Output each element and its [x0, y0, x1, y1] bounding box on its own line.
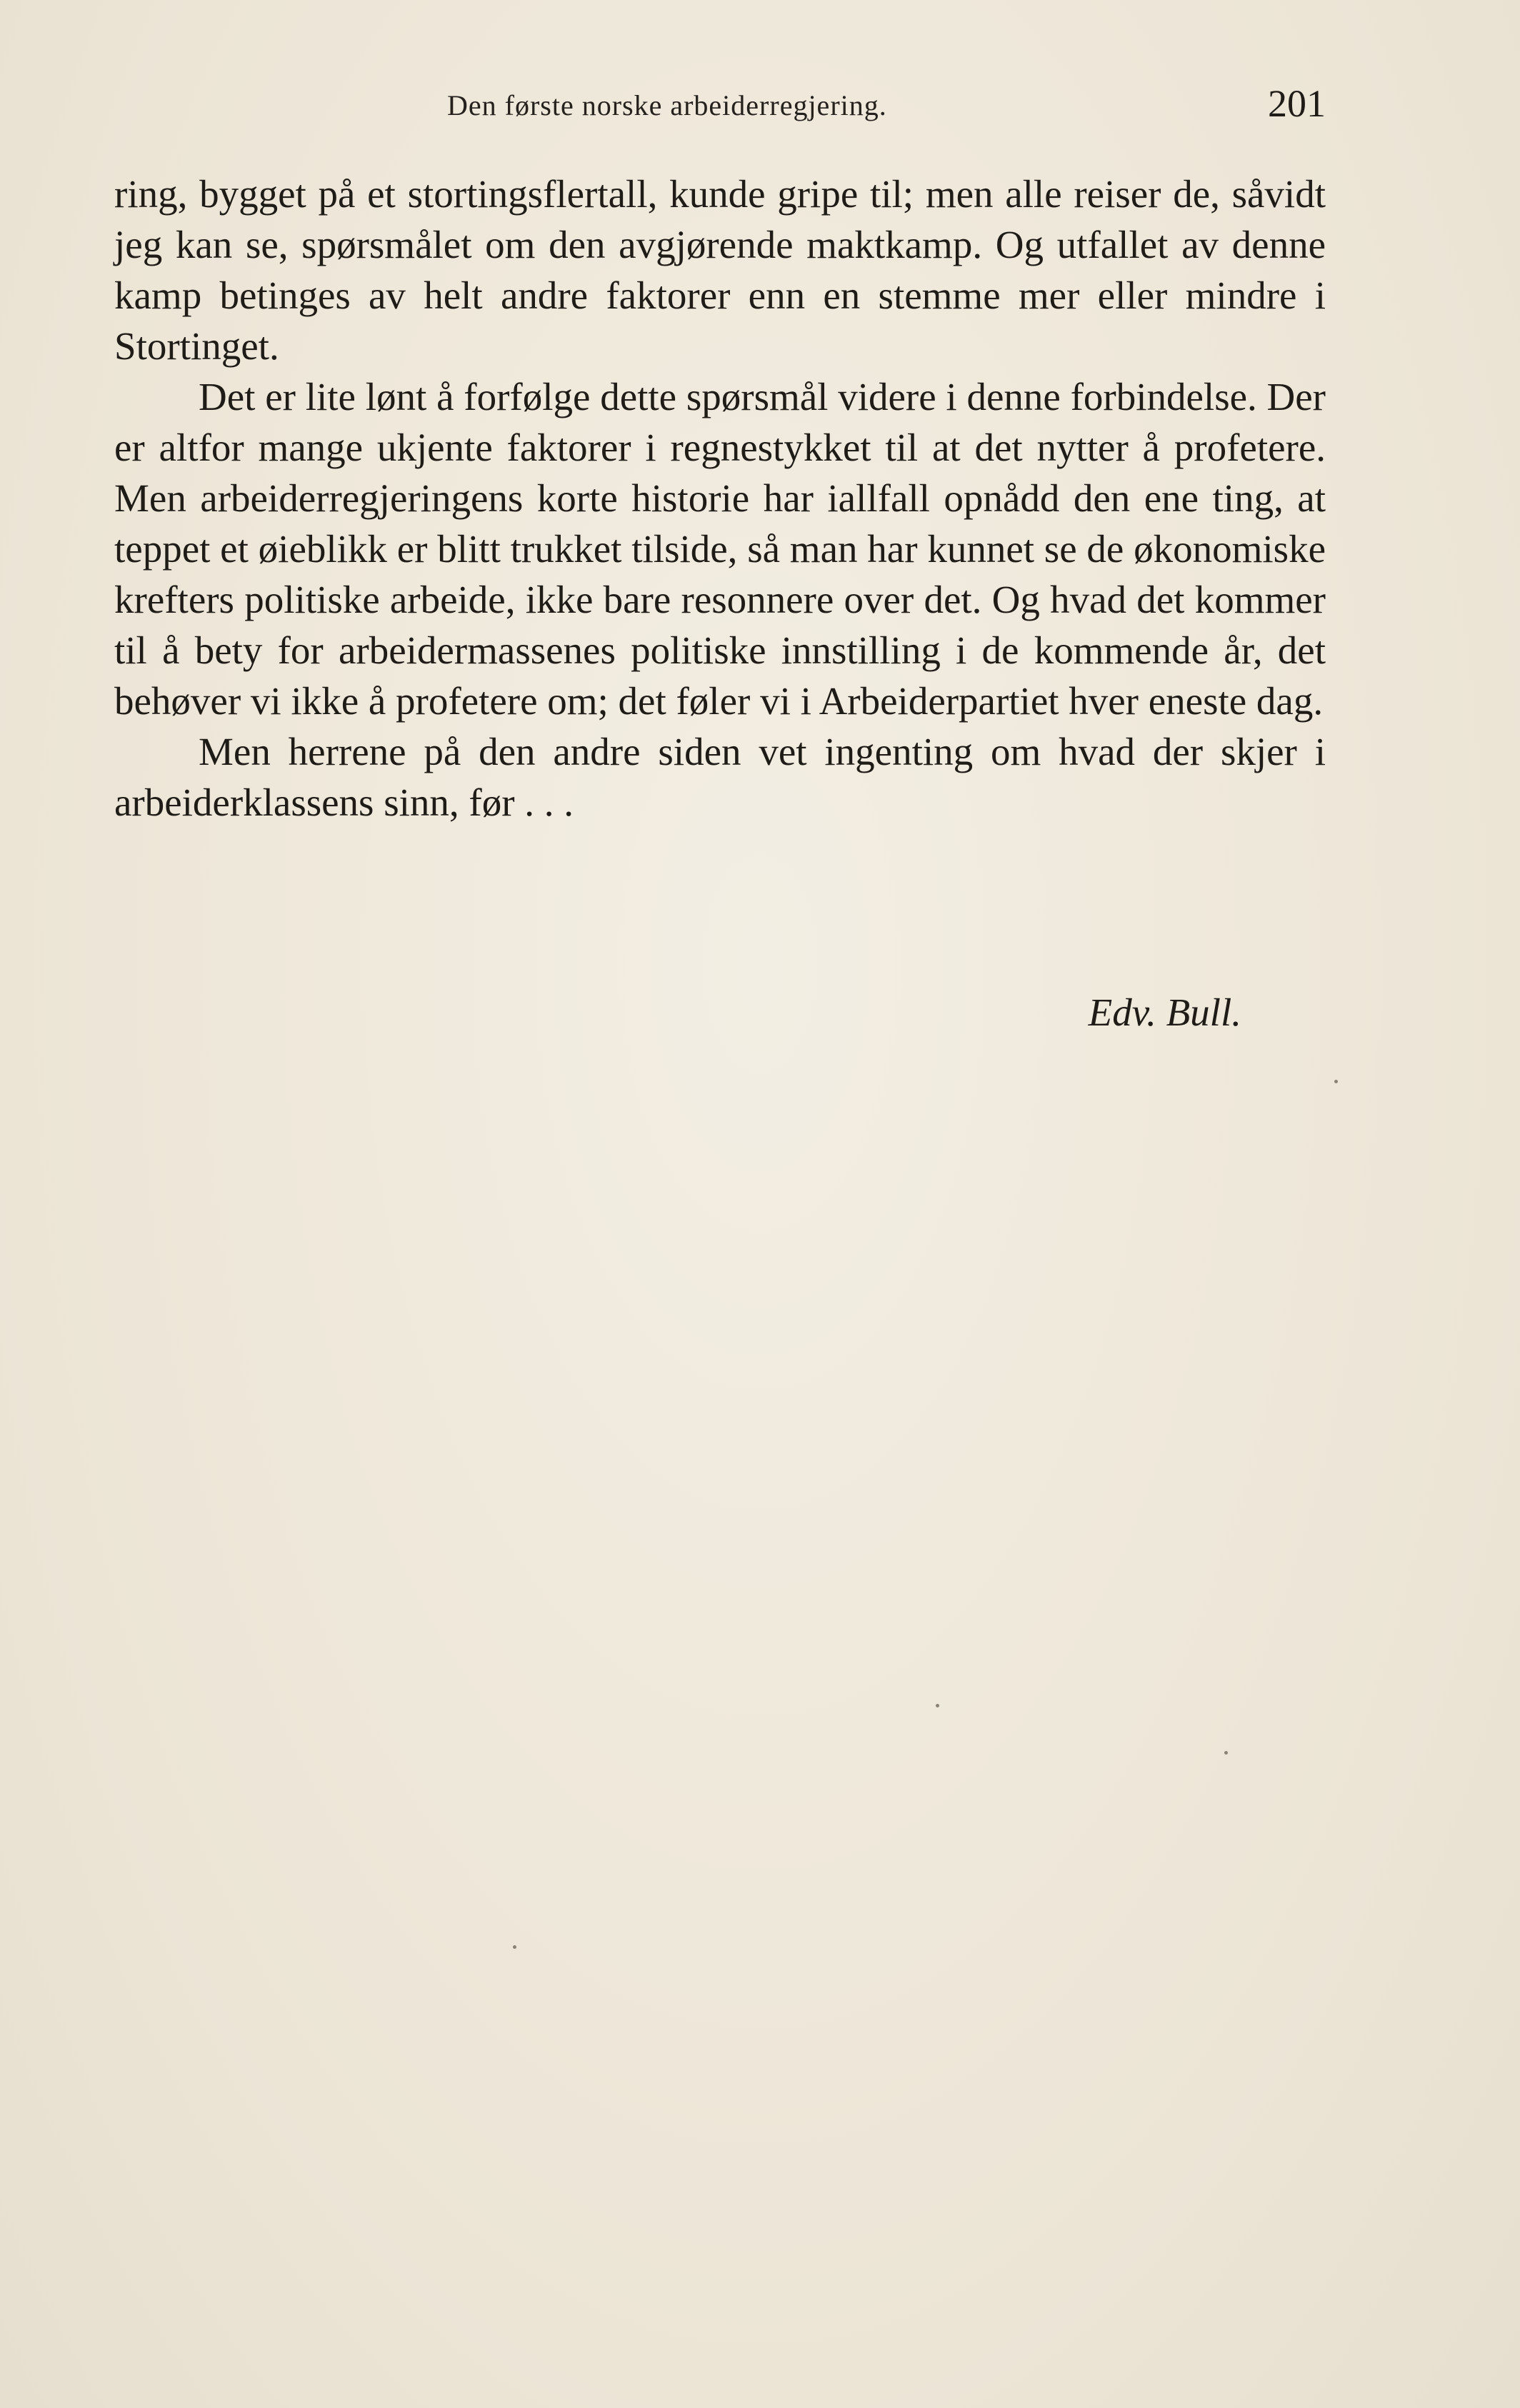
page-header	[114, 82, 1326, 136]
paper-speck	[936, 1704, 939, 1707]
body-text	[114, 169, 1326, 828]
paper-speck	[1224, 1751, 1228, 1755]
paragraph-2: Det er lite lønt å forfølge dette spørsmål videre i denne forbindelse. Der er altfor mange ukjente faktorer i regnestykket til at det nytter å profetere. Men arbeiderregjeringens korte historie har iallfall opnådd den ene ting, at teppet et øieblikk er blitt trukket tilside, så man har kunnet se de økonomiske krefters politiske arbeide, ikke bare resonnere over det. Og hvad det kommer til å bety for arbeidermassenes politiske innstilling i de kommende år, det behøver vi ikke å profetere om; det føler vi i Arbeiderpartiet hver eneste dag.	[114, 375, 1326, 723]
paragraph-1: ring, bygget på et stortingsflertall, kunde gripe til; men alle reiser de, såvidt jeg kan se, spørsmålet om den avgjørende maktkamp. Og utfallet av denne kamp betinges av helt andre faktorer enn en stemme mer eller mindre i Stortinget.	[114, 172, 1326, 368]
paper-speck	[513, 1945, 516, 1949]
paragraph-3: Men herrene på den andre siden vet ingenting om hvad der skjer i arbeiderklassens sinn, før . . .	[114, 730, 1326, 824]
page-number: 201	[1268, 82, 1326, 125]
author-signature: Edv. Bull.	[1088, 990, 1241, 1034]
running-title: Den første norske arbeiderregjering.	[447, 89, 887, 121]
paper-speck	[1334, 1080, 1338, 1083]
